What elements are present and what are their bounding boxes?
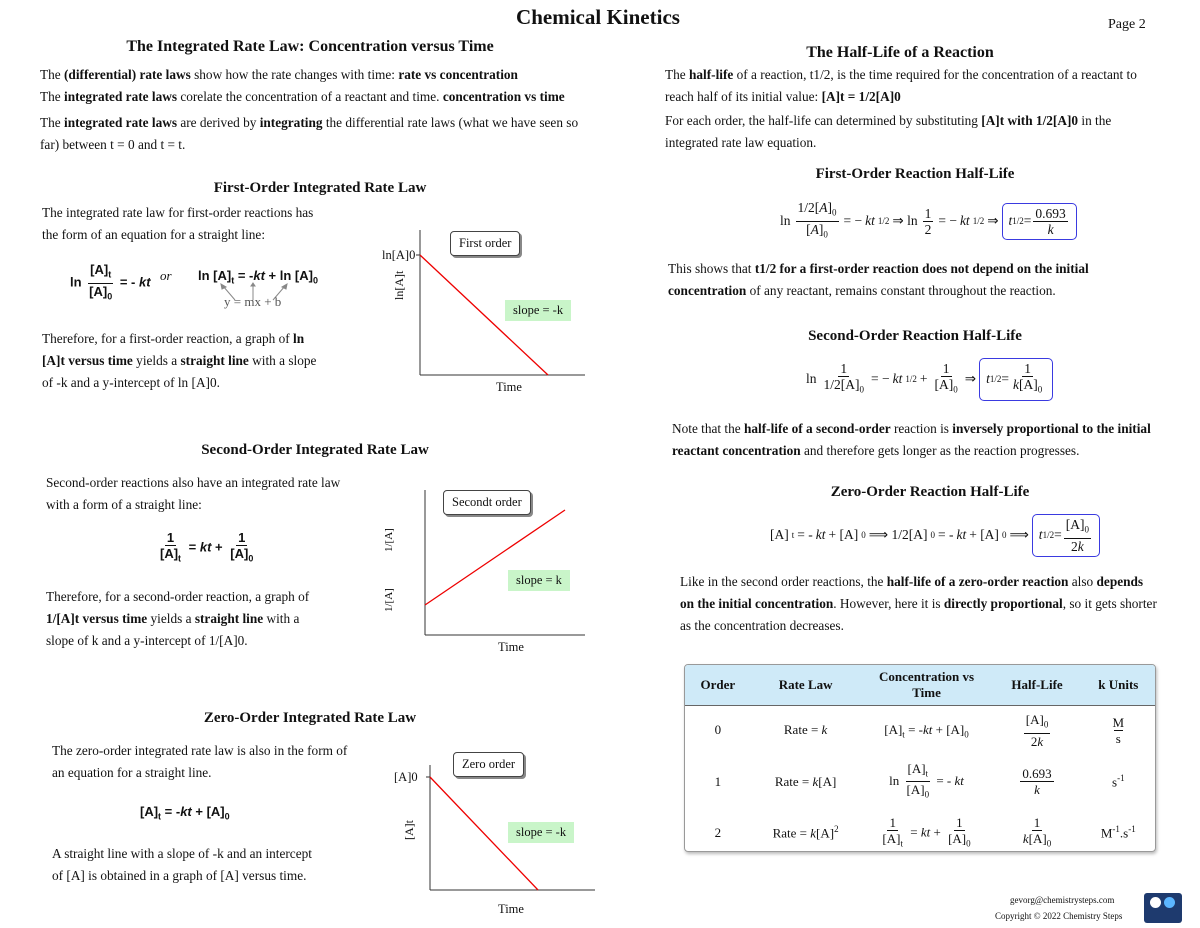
ymx-label: y = mx + b bbox=[224, 294, 282, 309]
first-halflife-title: First-Order Reaction Half-Life bbox=[815, 166, 1015, 182]
first-order-title: First-Order Integrated Rate Law bbox=[213, 180, 427, 196]
second-order-result: Therefore, for a second-order reaction, a graph of 1/[A]t versus time yields a straight line with a slope of k and a y-intercept of 1/[A]0. bbox=[46, 589, 310, 648]
zero-order-title: Zero-Order Integrated Rate Law bbox=[203, 710, 417, 726]
svg-text:1/[A]: 1/[A] bbox=[383, 588, 395, 612]
zero-yintercept: [A]0 bbox=[394, 770, 418, 784]
zero-halflife-note: Like in the second order reactions, the half-life of a zero-order reaction also depends on the initial concentration. However, here it is directly proportional, so it gets shorter as the concentration decreases. bbox=[680, 574, 1157, 633]
footer-email: gevorg@chemistrysteps.com bbox=[1010, 895, 1115, 905]
zero-order-equation: $[A]_t = -kt + [A]_0$ bbox=[140, 804, 230, 822]
first-order-equation-b: $\ln [A]_t = -kt + \ln [A]_0$ bbox=[198, 268, 318, 286]
second-halflife-title: Second-Order Reaction Half-Life bbox=[808, 328, 1022, 344]
zero-ylabel: [A]t bbox=[402, 820, 416, 840]
zero-xlabel: Time bbox=[498, 902, 524, 916]
first-yintercept: ln[A]0 bbox=[382, 248, 416, 262]
intro-text: The (differential) rate laws show how the rate changes with time: rate vs concentration The integrated rate laws corelate the concentration of a reactant and time. concentration vs time The integrated rate laws are derived by integrating the differential rate laws (what we have seen so far) between t = 0 and t = t. bbox=[40, 67, 579, 152]
section-title-halflife: The Half-Life of a Reaction bbox=[806, 44, 994, 61]
zero-order-result: A straight line with a slope of -k and an intercept of [A] is obtained in a graph of [A] versus time. bbox=[52, 846, 312, 883]
first-ylabel: ln[A]t bbox=[392, 270, 406, 300]
first-xlabel: Time bbox=[496, 380, 522, 394]
col-ratelaw: Rate Law bbox=[778, 677, 833, 692]
table-row: 0 Rate = k $[A]_t = -kt + [A]_0$ $\frac{[A]_0}{2k}$ $\frac{M}{s}$ bbox=[714, 712, 1125, 749]
first-order-callout: First order bbox=[450, 231, 520, 256]
col-conc: Concentration vs Time bbox=[879, 669, 974, 700]
first-slope-label: slope = -k bbox=[505, 300, 571, 321]
page-number: Page 2 bbox=[1108, 17, 1146, 32]
halflife-intro: The half-life of a reaction, t1/2, is the time required for the concentration of a reactant to reach half of its initial value: [A]t = 1/2[A]0 For each order, the half-life can determined by substituting [A]t with 1/2[A]0 in the integrated rate law equation. bbox=[665, 67, 1137, 150]
second-order-title: Second-Order Integrated Rate Law bbox=[201, 442, 429, 458]
zero-halflife-equation: [A] t = - kt + [A] 0 ⟹ 1/2[A] 0 = - kt + [A] 0 ⟹ t 1/2 = $\frac{[A]_0}{2k}$ bbox=[770, 514, 1100, 557]
first-halflife-note: This shows that t1/2 for a first-order reaction does not depend on the initial concentration of any reactant, remains constant throughout the reaction. bbox=[668, 261, 1089, 298]
or-label: or bbox=[160, 268, 172, 283]
footer-copyright: Copyright © 2022 Chemistry Steps bbox=[995, 911, 1123, 921]
second-order-text: Second-order reactions also have an integrated rate law with a form of a straight line: bbox=[46, 475, 341, 512]
first-halflife-equation: ln $\frac{1/2[A]_0}{[A]_0}$ = − kt 1/2 ⇒ ln $\frac{1}{2}$ = − kt 1/2 ⇒ t 1/2 = $\frac{0.693}{k}$ bbox=[780, 200, 1077, 242]
zero-halflife-title: Zero-Order Reaction Half-Life bbox=[830, 484, 1030, 500]
logo bbox=[1144, 893, 1182, 923]
section-title-integrated: The Integrated Rate Law: Concentration versus Time bbox=[126, 38, 494, 55]
summary-table bbox=[684, 664, 1156, 852]
second-order-callout: Secondt order bbox=[443, 490, 531, 515]
page-title: Chemical Kinetics bbox=[516, 5, 680, 29]
second-halflife-note: Note that the half-life of a second-order reaction is inversely proportional to the initial reactant concentration and therefore gets longer as the reaction progresses. bbox=[672, 421, 1151, 458]
table-row: 2 Rate = $k[A]^2$ $\frac{1}{[A]_t}$ = kt + $\frac{1}{[A]_0}$ $\frac{1}{k[A]_0}$ $M^{-1}.s^{-1}$ bbox=[714, 814, 1136, 849]
zero-order-callout: Zero order bbox=[453, 752, 524, 777]
first-order-text: The integrated rate law for first-order reactions has the form of an equation for a straight line: bbox=[42, 205, 314, 242]
table-row: 1 Rate = k[A] ln $\frac{[A]_t}{[A]_0}$ = - kt $\frac{0.693}{k}$ $s^{-1}$ bbox=[714, 760, 1125, 800]
first-order-equation-a: ln $\frac{[A]_t}{[A]_0}$ = - kt bbox=[70, 262, 151, 302]
second-xlabel: Time bbox=[498, 640, 524, 654]
second-order-equation: $\frac{1}{[A]_t}$ = kt + $\frac{1}{[A]_0}$ bbox=[160, 530, 254, 564]
zero-slope-label: slope = -k bbox=[508, 822, 574, 843]
col-halflife: Half-Life bbox=[1011, 677, 1063, 692]
col-order: Order bbox=[700, 677, 736, 692]
zero-order-text: The zero-order integrated rate law is also in the form of an equation for a straight line. bbox=[52, 743, 348, 780]
col-kunits: k Units bbox=[1098, 677, 1139, 692]
svg-text:1/[A]: 1/[A] bbox=[383, 528, 395, 552]
first-order-result: Therefore, for a first-order reaction, a graph of ln [A]t versus time yields a straight line with a slope of -k and a y-intercept of ln [A]0. bbox=[42, 331, 317, 390]
second-slope-label: slope = k bbox=[508, 570, 570, 591]
second-halflife-equation: ln $\frac{1}{1/2[A]_0}$ = − kt 1/2 + $\frac{1}{[A]_0}$ ⇒ t 1/2 = $\frac{1}{k[A]_0}$ bbox=[806, 358, 1053, 401]
